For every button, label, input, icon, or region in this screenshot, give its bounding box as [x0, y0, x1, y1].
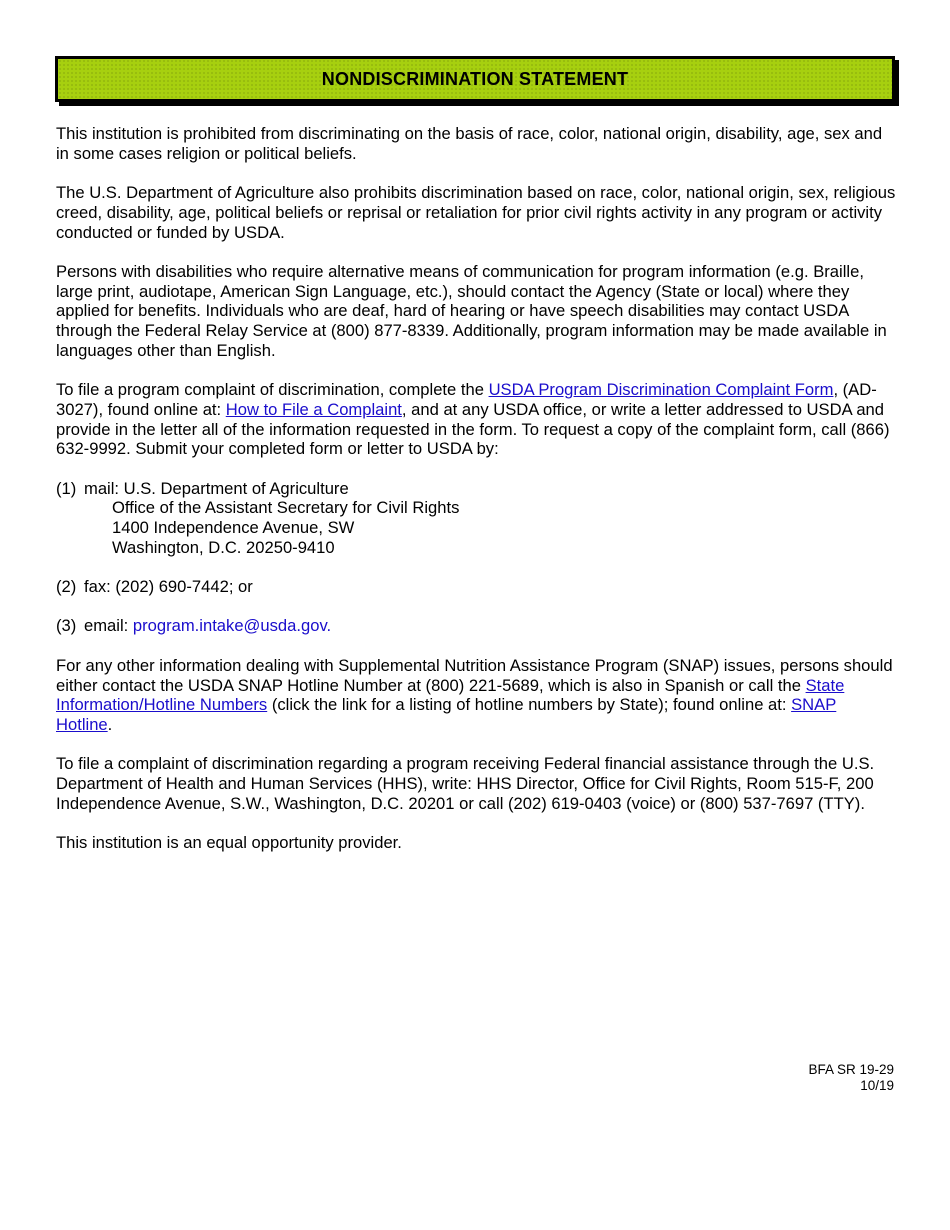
paragraph-prohibition: This institution is prohibited from discriminating on the basis of race, color, national origin, disability, age, sex and in some cases religion or political beliefs.: [56, 124, 883, 163]
list-number: (1): [56, 478, 77, 498]
fax-submission: [56, 577, 896, 597]
address-line: Washington, D.C. 20250-9410: [112, 537, 335, 557]
list-number: (2): [56, 577, 77, 597]
email-submission: [56, 616, 896, 636]
page-title: NONDISCRIMINATION STATEMENT: [321, 68, 629, 89]
paragraph-hhs-complaint: To file a complaint of discrimination regarding a program receiving Federal financial assistance through the U.S. Department of Health and Human Services (HHS), write: HHS Director, Office for Civil Rights, Room 515-F, 200 Independence Avenue, S.W., Washington, D.C. 20201 or call (202) 619-0403 (voice) or (800) 537-7697 (TTY).: [56, 754, 875, 813]
address-line: Office of the Assistant Secretary for Civil Rights: [112, 498, 460, 518]
statement-body: [56, 124, 896, 873]
title-banner: [55, 56, 895, 102]
mail-submission: [56, 479, 896, 558]
complaint-form-link[interactable]: USDA Program Discrimination Complaint Form: [488, 380, 834, 400]
how-to-file-link[interactable]: How to File a Complaint: [225, 399, 402, 419]
list-number: (3): [56, 616, 77, 636]
mail-line: mail: U.S. Department of Agriculture: [84, 478, 349, 498]
email-label: email:: [84, 616, 133, 636]
snap-hotline-link[interactable]: SNAP Hotline: [56, 695, 837, 734]
paragraph-disabilities: Persons with disabilities who require alternative means of communication for program information (e.g. Braille, large print, audiotape, American Sign Language, etc.), should contact the Agency (State or local) where they applied for benefits. Individuals who are deaf, hard of hearing or have speech disabilities may contact USDA through the Federal Relay Service at (800) 877-8339. Additionally, program information may be made available in languages other than English.: [56, 261, 887, 360]
paragraph-file-complaint: To file a program complaint of discrimination, complete the USDA Program Discrimination Complaint Form, (AD-3027), found online at: How to File a Complaint, and at any USDA office, or write a letter addressed to USDA and provide in the letter all of the information requested in the form. To request a copy of the complaint form, call (866) 632-9992. Submit your completed form or letter to USDA by:: [56, 380, 890, 459]
address-line: 1400 Independence Avenue, SW: [112, 518, 355, 537]
state-hotline-link[interactable]: State Information/Hotline Numbers: [56, 675, 845, 715]
email-address[interactable]: program.intake@usda.gov.: [132, 616, 332, 636]
fax-text: fax: (202) 690-7442; or: [84, 577, 253, 597]
mail-address: [84, 479, 459, 558]
form-footer: [808, 1062, 894, 1094]
paragraph-equal-opportunity: This institution is an equal opportunity provider.: [56, 833, 402, 853]
form-id: BFA SR 19-29: [808, 1062, 894, 1077]
paragraph-snap-info: For any other information dealing with Supplemental Nutrition Assistance Program (SNAP) issues, persons should either contact the USDA SNAP Hotline Number at (800) 221-5689, which is also in Spanish or call the State Information/Hotline Numbers (click the link for a listing of hotline numbers by State); found online at: SNAP Hotline.: [56, 655, 893, 734]
form-date: 10/19: [860, 1078, 894, 1093]
paragraph-usda-prohibition: The U.S. Department of Agriculture also prohibits discrimination based on race, color, national origin, sex, religious creed, disability, age, political beliefs or reprisal or retaliation for prior civil rights activity in any program or activity conducted or funded by USDA.: [56, 183, 896, 242]
